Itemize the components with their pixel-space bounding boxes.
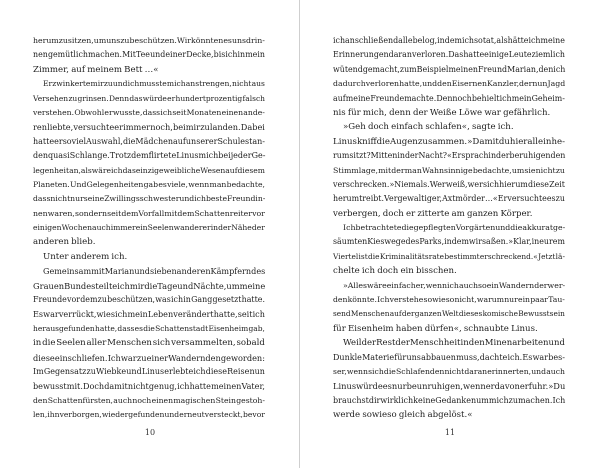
text-line: nen gemütlich machen. Mit Tee und einer Decke, bis ich in mein [33, 50, 265, 60]
text-line: Ich betrachtete die gepflegten Vorgärten und die akkurat ge- [343, 223, 566, 233]
text-line: Linus kniff die Augen zusammen. »Damit du hier allein he- [333, 136, 565, 147]
text-line: verschrecken. »Niemals. Wer weiß, wer sich hier um diese Zeit [333, 179, 565, 189]
text-line: den quasi Schlange. Trotzdem flirtete Linus mich bei jeder Ge- [33, 151, 266, 161]
text-line: ich anschließend alle belog, indem ich so tat, als hätte ich meine [333, 36, 565, 45]
text-line: in die Seelen aller Menschen sich versammelten, sobald [33, 338, 265, 349]
text-line: Zimmer, auf meinem Bett …« [33, 64, 159, 75]
text-line: herumzusitzen, um uns zu beschützen. Wir könnten es uns drin- [33, 36, 265, 45]
text-line: dass nicht nur seine Zwillingsschwester und ich beste Freundin- [33, 194, 266, 204]
text-line: ser, wenn sich die Schlafenden nicht daran erinnerten, und auch [333, 366, 565, 376]
text-line: auf meine Freunde machte. Dennoch behielt ich mein Geheim- [333, 93, 565, 103]
text-line: Grauen Bundes teilte ich mir die Tage und Nächte, um meine [33, 280, 266, 291]
text-line: herumtreibt. Vergewaltiger, Axtmörder …« Er versuchte es zu [333, 194, 565, 204]
text-line: diese einschliefen. Ich war zu einer Wandernden geworden: [33, 352, 265, 363]
text-line: dadurch verloren hatte, und den Eisernen Kanzler, der nun Jagd [333, 79, 566, 89]
text-line: säumten Kieswege des Parks, in dem wir saßen. »Klar, in eurem [333, 237, 565, 247]
text-line: »Alles wäre einfacher, wenn ich auch so ein Wandernder wer- [343, 280, 566, 290]
text-line: brauchst dir wirklich keine Gedanken um mich zu machen. Ich [333, 395, 566, 405]
text-line: Planeten. Und Gelegenheiten gab es viele, wenn man bedachte, [33, 179, 265, 189]
text-line: rumsitzt? Mitten in der Nacht?« Er sprach in der beruhigenden [333, 151, 566, 161]
text-line: Weil der Rest der Menschheit in den Minen arbeiten und [343, 338, 565, 349]
text-line: len, ihn verborgen, wiedergefunden und erneut versteckt, bevor [33, 410, 265, 420]
text-line: den Schattenfürsten, auch noch einen magischen Stein gestoh- [33, 395, 265, 405]
text-line: verbergen, doch er zitterte am ganzen Körper. [333, 208, 533, 219]
text-line: »Geh doch einfach schlafen«, sagte ich. [343, 122, 514, 133]
left-page-text [33, 34, 265, 423]
text-line: Es war verrückt, wie sich mein Leben verändert hatte, seit ich [33, 309, 265, 320]
left-page-number: 10 [144, 428, 156, 437]
text-line: anderen blieb. [33, 237, 96, 248]
right-page-number: 11 [444, 428, 456, 437]
text-line: Erinnerungen daran verloren. Das hatte einige Leute ziemlich [333, 50, 565, 60]
text-line: verstehen. Obwohl er wusste, dass ich seit Monaten einen ande- [33, 107, 265, 117]
text-line: Linus würde es nur beunruhigen, wenn er davon erfuhr. »Du [333, 381, 566, 392]
text-line: chelte ich doch ein bisschen. [333, 266, 457, 277]
text-line: herausgefunden hatte, dass es die Schattenstadt Eisenheim gab, [33, 323, 265, 333]
text-line: nen waren, sondern seit dem Vorfall mit dem Schattenreiter vor [33, 208, 265, 218]
right-page [300, 0, 600, 468]
text-line: Stimmlage, mit der man Wahnsinnige bedachte, um sie nicht zu [333, 165, 565, 175]
text-line: für Eisenheim haben dürfen«, schnaubte Linus. [333, 323, 538, 334]
text-line: wütend gemacht, zum Beispiel meinen Freund Marian, den ich [333, 64, 566, 74]
text-line: einigen Wochen auch immer ein Seelenwanderer in der Nähe der [33, 223, 265, 233]
text-line: Versehen zu grinsen. Denn das würde er hundertprozentig falsch [33, 93, 265, 103]
text-line: bewusst mit. Doch damit nicht genug, ich hatte meinen Vater, [33, 381, 265, 392]
text-line: den könnte. Ich verstehe sowieso nicht, warum nur ein paar Tau- [333, 295, 565, 305]
text-line: hatte er so viel Auswahl, die Mädchen auf unserer Schule stan- [33, 136, 265, 146]
text-line: nis für mich, denn der Weiße Löwe war gefährlich. [333, 107, 551, 118]
text-line: send Menschen auf der ganzen Welt dieses komische Bewusstsein [333, 309, 565, 319]
text-line: Er zwinkerte mir zu und ich musste mich anstrengen, nicht aus [43, 79, 265, 89]
text-line: Gemeinsam mit Marian und sieben anderen Kämpfern des [43, 266, 266, 277]
text-line: werde sowieso gleich abgelöst.« [333, 410, 473, 421]
text-line: Im Gegensatz zu Wiebke und Linus erlebte ich diese Reise nun [33, 366, 265, 376]
text-line: Freunde vor dem zu beschützen, was ich in Gang gesetzt hatte. [33, 295, 265, 305]
text-line: legenheit an, als wäre ich das einzige weibliche Wesen auf diesem [33, 165, 265, 175]
right-page-text [333, 34, 565, 423]
text-line: ren liebte, versuchte er immer noch, bei mir zu landen. Dabei [33, 122, 265, 133]
text-line: Unter anderem ich. [43, 251, 128, 262]
text-line: Dunkle Materie für uns abbauen muss, dachte ich. Es war bes- [333, 352, 565, 362]
text-line: Viertel ist die Kriminalitätsrate bestimmt erschreckend.« Jetzt lä- [333, 251, 565, 261]
